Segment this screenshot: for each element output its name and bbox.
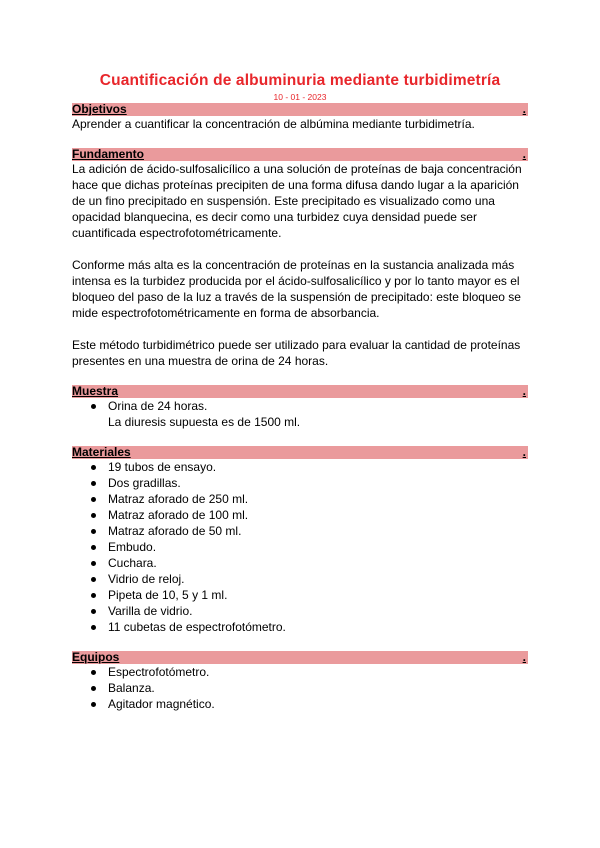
list-item xyxy=(72,696,528,712)
list-item xyxy=(72,619,528,635)
bullet-icon xyxy=(91,625,96,630)
list-item-text: Cuchara. xyxy=(108,556,157,570)
section-heading-dot: . xyxy=(522,650,526,664)
bullet-icon xyxy=(91,529,96,534)
section-heading-dot: . xyxy=(522,384,526,398)
list-item-text: Matraz aforado de 250 ml. xyxy=(108,492,249,506)
section-heading-dot: . xyxy=(522,445,526,459)
list-item xyxy=(72,680,528,696)
list-item xyxy=(72,475,528,491)
list-item-text: Dos gradillas. xyxy=(108,476,181,490)
fundamento-paragraph-2: Conforme más alta es la concentración de proteínas en la sustancia analizada más intensa es la turbidez producida por el ácido-sulfosalicílico y por lo tanto mayor es el bloqueo del paso de la luz a través de la suspensión de precipitado: este bloqueo se mide espectrofotométricamente en forma de absorbancia. xyxy=(72,258,521,320)
list-item xyxy=(72,507,528,523)
list-item xyxy=(72,539,528,555)
bullet-icon xyxy=(91,545,96,550)
equipos-list xyxy=(72,664,528,712)
list-item-text: Matraz aforado de 50 ml. xyxy=(108,524,242,538)
section-heading: Objetivos xyxy=(72,102,127,116)
materiales-list xyxy=(72,459,528,635)
document-title: Cuantificación de albuminuria mediante turbidimetría xyxy=(99,72,501,89)
list-item-text: Embudo. xyxy=(108,540,157,554)
bullet-icon xyxy=(91,609,96,614)
section-heading-dot: . xyxy=(522,147,526,161)
list-item-text: Matraz aforado de 100 ml. xyxy=(108,508,249,522)
bullet-icon xyxy=(91,593,96,598)
section-heading: Muestra xyxy=(72,384,119,398)
section-header-equipos xyxy=(72,651,528,664)
muestra-list xyxy=(72,398,528,430)
section-heading-dot: . xyxy=(522,102,526,116)
section-header-objetivos xyxy=(72,103,528,116)
list-item-text: Pipeta de 10, 5 y 1 ml. xyxy=(108,588,228,602)
bullet-icon xyxy=(91,561,96,566)
list-item-text: Agitador magnético. xyxy=(108,697,215,711)
list-item-text: Varilla de vidrio. xyxy=(108,604,193,618)
list-item xyxy=(72,459,528,475)
list-item-text: Balanza. xyxy=(108,681,155,695)
bullet-icon xyxy=(91,670,96,675)
list-item-text: 19 tubos de ensayo. xyxy=(108,460,217,474)
fundamento-paragraph-1: La adición de ácido-sulfosalicílico a una solución de proteínas de baja concentración hace que dichas proteínas precipiten de una forma difusa dando lugar a la aparición de un fino precipitado en suspensión. Este precipitado es visualizado como una opacidad blanquecina, es decir como una turbidez cuya densidad puede ser cuantificada espectrofotométricamente. xyxy=(72,162,522,240)
section-header-muestra xyxy=(72,385,528,398)
section-header-materiales xyxy=(72,446,528,459)
bullet-icon xyxy=(91,686,96,691)
section-heading: Materiales xyxy=(72,445,131,459)
list-item-subtext: La diuresis supuesta es de 1500 ml. xyxy=(108,415,301,429)
bullet-icon xyxy=(91,404,96,409)
bullet-icon xyxy=(91,497,96,502)
list-item-text: Espectrofotómetro. xyxy=(108,665,210,679)
list-item xyxy=(72,587,528,603)
list-item xyxy=(72,523,528,539)
fundamento-paragraph-3: Este método turbidimétrico puede ser utilizado para evaluar la cantidad de proteínas presentes en una muestra de orina de 24 horas. xyxy=(72,338,521,368)
list-item xyxy=(72,491,528,507)
document-page xyxy=(72,72,528,712)
document-date: 10 - 01 - 2023 xyxy=(273,92,327,102)
list-item-text: Vidrio de reloj. xyxy=(108,572,185,586)
list-item xyxy=(72,398,528,430)
section-heading: Fundamento xyxy=(72,147,144,161)
bullet-icon xyxy=(91,513,96,518)
list-item xyxy=(72,555,528,571)
section-heading: Equipos xyxy=(72,650,120,664)
bullet-icon xyxy=(91,465,96,470)
section-header-fundamento xyxy=(72,148,528,161)
bullet-icon xyxy=(91,577,96,582)
bullet-icon xyxy=(91,481,96,486)
list-item-text: 11 cubetas de espectrofotómetro. xyxy=(108,620,286,634)
list-item xyxy=(72,571,528,587)
list-item xyxy=(72,603,528,619)
objetivos-text: Aprender a cuantificar la concentración de albúmina mediante turbidimetría. xyxy=(72,117,475,131)
list-item-text: Orina de 24 horas. xyxy=(108,399,208,413)
bullet-icon xyxy=(91,702,96,707)
list-item xyxy=(72,664,528,680)
